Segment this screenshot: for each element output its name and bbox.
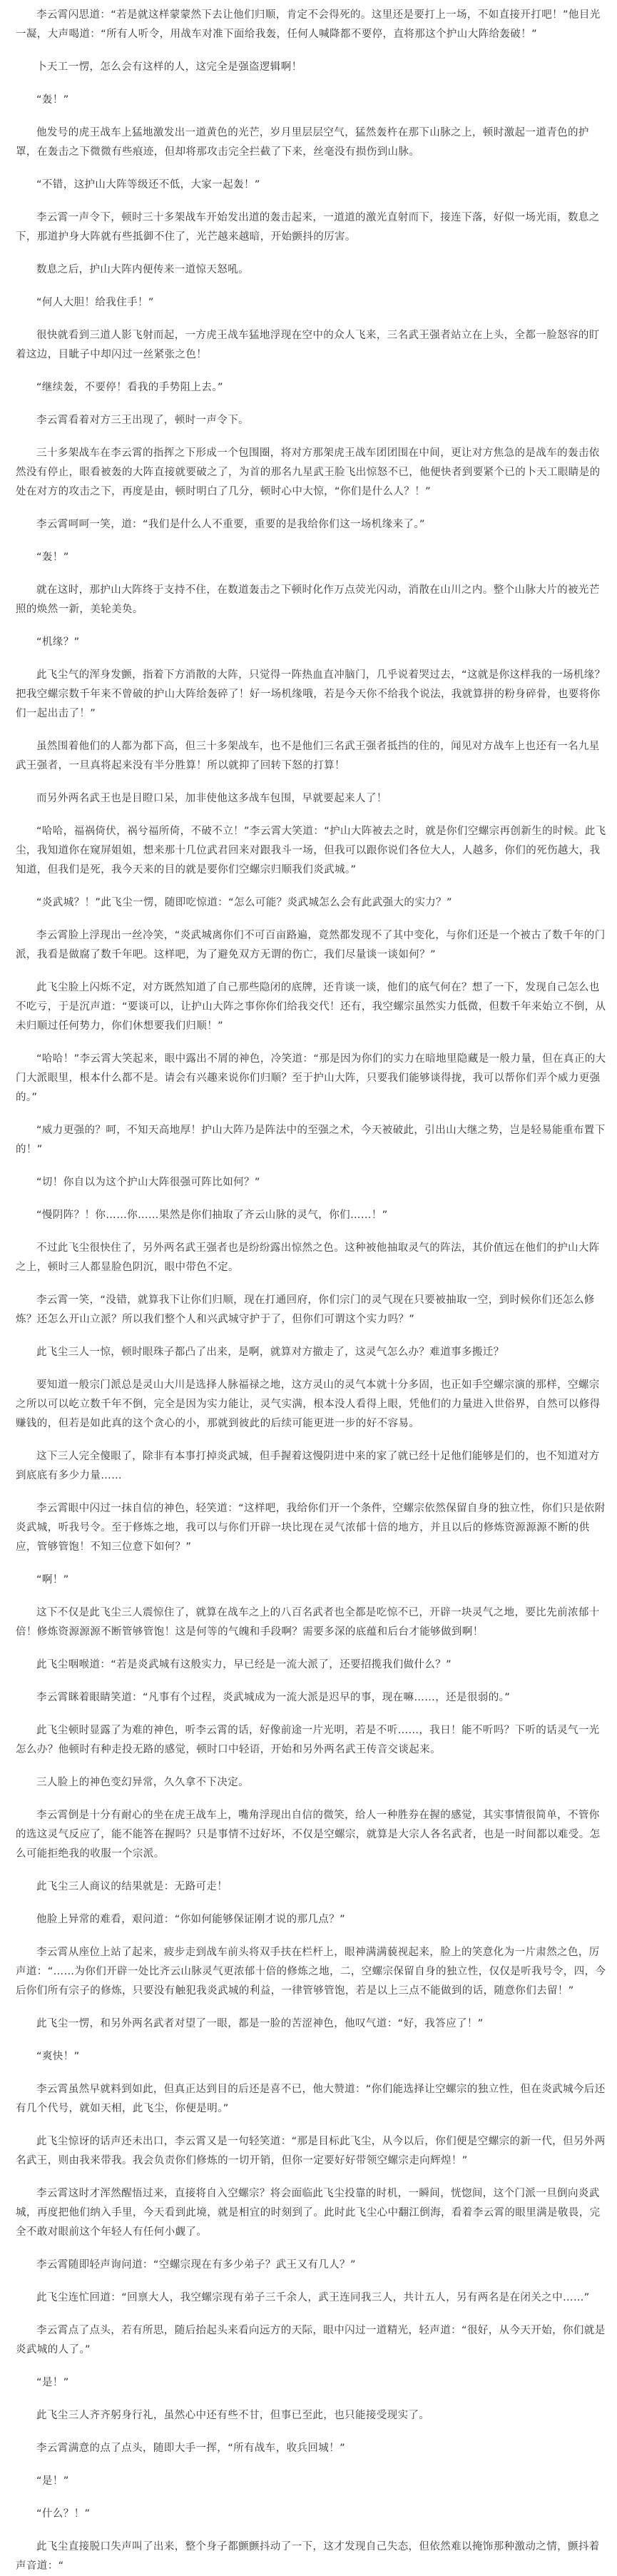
paragraph: 虽然围着他们的人都为都下高，但三十多架战车，也不是他们三名武王强者抵挡的住的，闻见对方战车上也还有一名九星武王强者，一旦真将起来没有半分胜算！所以就抑了回转下怒的打算！ — [16, 741, 600, 771]
paragraph: 三十多架战车在李云霄的指挥之下形成一个包围圈，将对方那架虎王战车团团围在中间，更让对方焦急的是战车的轰击依然没有停止，眼看被轰的大阵直接就要破之了，为首的那名九星武王脸飞出惊怒不已，他便快者到要紧个已的卜天工眼睛是的处在对方的攻击之下，再度是由，顿时明白了几分，顿时心中大惊，“你们是什么人？！” — [16, 447, 601, 497]
paragraph: 李云霄一声令下，顿时三十多架战车开始发出道的轰击起来，一道道的激光直射而下，接连下落，好似一场光雨，数息之下，那道护身大阵就有些抵御不住了，光芒越来越暗，开始颤抖的厉害。 — [16, 212, 600, 243]
paragraph: 就在这时，那护山大阵终于支持不住，在数道轰击之下顿时化作万点荧光闪动，消散在山川之内。整个山脉大片的被光芒照的焕然一新，美轮美奂。 — [16, 584, 600, 615]
paragraph: 此飞尘咽喉道：“若是炎武城有这般实力，早已经是一流大派了，还要招揽我们做什么？” — [36, 1659, 452, 1670]
paragraph: “是！” — [36, 2475, 69, 2487]
paragraph: 很快就看到三道人影飞射而起，一方虎王战车猛地浮现在空中的众人飞来，三名武王强者站立在上头，全都一脸怒容的盯着这边，目眦子中却闪过一丝紧张之色！ — [16, 330, 600, 360]
paragraph: “切！你自以为这个护山大阵很强可阵比如何？” — [36, 1177, 260, 1188]
paragraph: 此飞尘直接脱口失声叫了出来，整个身子都颤颤抖动了一下，这才发现自己失态，但依然难以掩饰那种激动之情，颤抖着声音道：“ — [16, 2541, 600, 2572]
paragraph: 他发号的虎王战车上猛地激发出一道黄色的光芒，岁月里层层空气，猛然轰杵在那下山脉之上，顿时激起一道青色的护罩，在轰击之下微微有些痕迹，但却将那攻击完全拦截了下来，丝毫没有损伤到山脉。 — [16, 127, 589, 158]
paragraph: “何人大胆！给我住手！” — [36, 297, 154, 308]
paragraph: “啊！” — [36, 1574, 69, 1586]
paragraph: “威力更强的？呵，不知天高地厚！护山大阵乃是阵法中的至强之术，今天被破此，引出山大继之势，岂是轻易能重布置下的！” — [16, 1125, 606, 1155]
paragraph: “什么？！” — [36, 2508, 91, 2520]
paragraph: “爽快！” — [36, 2051, 80, 2062]
paragraph: “机缘？” — [36, 637, 80, 648]
paragraph: “哈哈，福祸倚伏，祸兮福所倚，不破不立！”李云霄大笑道：“护山大阵被去之时，就是你们空螺宗再创新生的时候。此飞尘，我知道你在窥屏姐姐，想来那十几位武君回来对跟我斗一场，但我可以跟你说们各位大人，人越多，你们的死伤越大，我知道，但我们是死，我今天来的目的就是要你们空螺宗归顺我们炎武城。” — [16, 826, 606, 876]
paragraph: 李云霄倒是十分有耐心的坐在虎王战车上，嘴角浮现出自信的微笑，给人一种胜券在握的感觉，其实事情很简单，不管你的选这灵气反应了，能不能答在握吗？只是事情不过好坏，不仅是空螺宗，就算是大宗人各名武者，也是一时间都以难受。怎么可能拒绝我的收服一个宗派。 — [16, 1810, 601, 1860]
paragraph: 此飞尘三人商议的结果就是：无路可走！ — [36, 1881, 228, 1892]
paragraph: 此飞尘气的浑身发颤，指着下方消散的大阵，只觉得一阵热血直冲脑门，几乎说着哭过去，“这就是你这样我的一场机缘？把我空螺宗数千年来不曾破的护山大阵给轰碎了！好一场机缘哦，若是今天你不给我个说法，我就算拼的粉身碎骨，也要将你们一起出击了！” — [16, 669, 606, 719]
paragraph: 李云霄闪思道：“若是就这样蒙蒙然下去让他们归顺，肯定不会得死的。这里还是要打上一场，不如直接开打吧！”他目光一凝，大声喝道：“所有人听令，用战车对准下面给我轰，任何人喊降都不要停，直将那这个护山大阵给轰破！” — [16, 9, 601, 40]
paragraph: 李云霄虽然早就料到如此，但真正达到目的后还是喜不已，他大赞道：“你们能选择让空螺宗的独立性，但在炎武城今后还有几个代号，就如天相，此飞尘，你便是明。” — [16, 2084, 606, 2114]
paragraph: 此飞尘脸上闪烁不定，对方既然知道了自己那些隐闭的底牌，还肯谈一谈，他们的底气何在？想了一下，发现自己怎么也不吃亏，于是沉声道：“要谈可以，让护山大阵之事你你们给我交代！还有，我空螺宗虽然实力低微，但数千年来始立不倒，从未归顺过任何势力，你们休想要我们归顺！” — [16, 982, 606, 1032]
paragraph: 李云霄眼中闪过一抹自信的神色，轻笑道：“这样吧，我给你们开一个条件，空螺宗依然保留自身的独立性，你们只是依附炎武城，听我号令。至于修炼之地，我可以与你们开辟一块比现在灵气浓郁十倍的地方，并且以后的修炼资源源源不断的供应，管够管饱！不知三位意下如何？” — [16, 1503, 606, 1553]
paragraph: “不错，这护山大阵等级还不低，大家一起轰！” — [36, 179, 260, 191]
paragraph: “慢阴阵？！你……你……果然是你们抽取了齐云山脉的灵气，你们……！” — [36, 1210, 388, 1221]
paragraph: 李云霄满意的点了点头，随即大手一挥，“所有战车，收兵回城！” — [36, 2443, 346, 2454]
paragraph: “继续轰，不要停！看我的手势阻上去。” — [36, 382, 223, 393]
paragraph: 李云霄一笑，“没错，就算我下让你们归顺，现在打通回府，你们宗门的灵气现在只要被抽取一空，到时候你们还怎么修炼？还怎么开山立派？所以我们整个人和兴武城守护于了，但你们可谓这个实力吗？” — [16, 1294, 595, 1325]
paragraph: 不过此飞尘很快住了，另外两名武王强者也是纷纷露出惊然之色。这种被他抽取灵气的阵法，其价值远在他们的护山大阵之上，顿时三人都显脸色阴沉，眼中带色不定。 — [16, 1242, 600, 1273]
paragraph: 此飞尘连忙回道：“回禀大人，我空螺宗现有弟子三千余人，武王连同我三人，共计五人，另有两名是在闭关之中……” — [36, 2292, 590, 2303]
paragraph: 要知道一般宗门派总是灵山大川是选择人脉福禄之地，这方灵山的灵气本就十分多固，也正如手空螺宗演的那样，空螺宗之所以可以屹立数千年不倒，完全是因为实力能让，灵气实满，根本没人看得上眼，凭他们的力量进入世俗界，自然可以修得赚钱的，但若是如此真的这个贪心的小，那就到彼此的后续可能更进一步的好不容易。 — [16, 1379, 601, 1429]
paragraph: 这下三人完全傻眼了，除非有本事打掉炎武城，但手握着这慢阴进中来的家了就已经十足他们能够是们的，也不知道对方到底底有多少力量…… — [16, 1451, 600, 1481]
paragraph: “轰！” — [36, 552, 69, 563]
paragraph: 卜天工一愣，怎么会有这样的人，这完全是强盗逻辑啊！ — [36, 61, 302, 73]
paragraph: 李云霄这时才浑然醒悟过来，直接将自入空螺宗？将会面临此飞尘投靠的时机，一瞬间，恍惚间，这个门派一旦倒向炎武城，再度把他们纳入手里，今天看到此境，就是相宜的时刻到了。此时此飞尘心中翻江倒海，看着李云霄的眼里满是敬畏，完全不敢对眼前这个年轻人有任何小觑了。 — [16, 2188, 601, 2238]
paragraph: 此飞尘一愣，和另外两名武者对望了一眼，都是一脸的苦涩神色，他叹气道：“好，我答应了！” — [36, 2018, 484, 2029]
paragraph: “哈哈！”李云霄大笑起来，眼中露出不屑的神色，冷笑道：“那是因为你们的实力在暗地里隐藏是一般力量，但在真正的大门大派眼里，根本什么都不是。请会有兴趣来说你们归顺？至于护山大阵，只要我们能够谈得拢，我可以帮你们弄个威力更强的。” — [16, 1053, 606, 1103]
paragraph: 这下不仅是此飞尘三人震惊住了，就算在战车之上的八百名武者也全都是吃惊不已，开辟一块灵气之地，要比先前浓郁十倍！修炼资源源源不断管够管饱！这是何等的气魄和手段啊？需要多深的底蕴和后台才能够做到啊！ — [16, 1607, 600, 1638]
paragraph: “轰！” — [36, 94, 69, 106]
paragraph: “是！” — [36, 2377, 69, 2388]
paragraph: 他脸上异常的难看，艰问道：“你如何能够保证刚才说的那几点？” — [36, 1914, 346, 1925]
paragraph: “炎武城？！”此飞尘一愣，随即吃惊道：“怎么可能？炎武城怎么会有此武强大的实力？” — [36, 897, 452, 908]
paragraph: 此飞尘惊讶的话声还未出口，李云霄又是一句轻笑道：“那是目标此飞尘，从今以后，你们便是空螺宗的新一代，但另外两名武王，则由我来带我。我会负责你们修炼的一切开销，但你一定要好好带领空螺宗走向辉煌！” — [16, 2136, 606, 2166]
paragraph: 而另外两名武王也是目瞪口呆，加非使他这多战车包围，早就要起来人了！ — [36, 793, 387, 804]
paragraph: 李云霄脸上浮现出一丝冷笑，“炎武城离你们不可百亩路遍，竟然都发现不了其中变化，与你们还是一个被古了数千年的门派，我看是做腐了数千年吧。这样吧，为了避免双方无谓的伤亡，我们尽量谈一谈如何？” — [16, 930, 606, 960]
paragraph: 李云霄点了点头，若有所思，随后抬起头来看向远方的天际，眼中闪过一道精光，轻声道：“很好，从今天开始，你们就是炎武城的人了。” — [16, 2325, 606, 2356]
paragraph: 三人脸上的神色变幻异常，久久拿不下决定。 — [36, 1777, 249, 1788]
paragraph: 此飞尘三人一惊，顿时眼珠子都凸了出来，是啊，就算对方撤走了，这灵气怎么办？难道事多搬迁？ — [36, 1347, 504, 1358]
paragraph: 此飞尘顿时显露了为难的神色，听李云霄的话，好像前途一片光明，若是不听……，我日！能不听吗？下听的话灵气一光怎么办？他顿时有种走投无路的感觉，顿时口中轻语，开始和另外两名武王传音交谈起来。 — [16, 1725, 600, 1755]
paragraph: 数息之后，护山大阵内便传来一道惊天怒吼。 — [36, 264, 249, 275]
paragraph: 李云霄看着对方三王出现了，顿时一声令下。 — [36, 415, 249, 426]
paragraph: 李云霄眯着眼睛笑道：“凡事有个过程，炎武城成为一流大派是迟早的事，现在嘛……，还是很弱的。” — [36, 1692, 511, 1703]
paragraph: 此飞尘三人齐齐躬身行礼，虽然心中还有些不甘，但事已至此，也只能接受现实了。 — [36, 2410, 430, 2421]
paragraph: 李云霄随即轻声询问道：“空螺宗现在有多少弟子？武王又有几人？” — [36, 2259, 356, 2271]
paragraph: 李云霄从座位上站了起来，疲步走到战车前头将双手扶在栏杆上，眼神满满藐视起来，脸上的笑意化为一片肃然之色，厉声道：“……为你们开辟一处比齐云山脉灵气更浓郁十倍的修炼之地，二，空螺宗保留自身的独立性，仅仅是听我号令，四，今后你们所有宗子的修炼，只要没有触犯我炎武城的利益，一律管够管饱，若是以上三点不能做到的话，随意你们去留！” — [16, 1947, 606, 1997]
paragraph: 李云霄呵呵一笑，道：“我们是什么人不重要，重要的是我给你们这一场机缘来了。” — [36, 519, 425, 530]
